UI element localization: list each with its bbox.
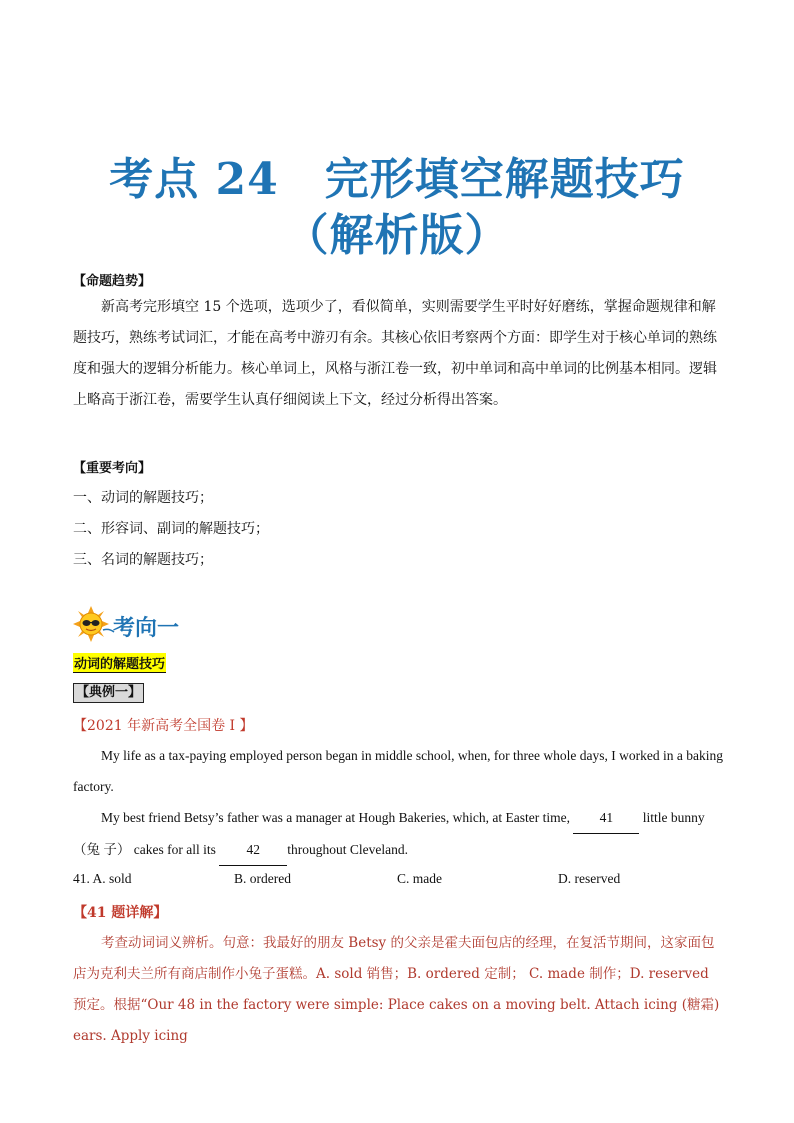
trend-label: 【命题趋势】	[73, 274, 152, 289]
title-topic-number: 考点 24	[109, 154, 279, 205]
page-title-line2: （解析版）	[284, 210, 510, 261]
passage-paragraph-1	[73, 740, 723, 802]
option-a: 41. A. sold	[73, 871, 132, 886]
section-title: 考向一	[113, 616, 180, 641]
key-item-noun: 三、名词的解题技巧；	[73, 552, 213, 568]
passage-text-2a: My best friend Betsy’s father was a manager at Hough Bakeries, which, at Easter time,	[101, 810, 570, 825]
example-label: 【典例一】	[73, 683, 144, 703]
sun-sunglasses-icon	[73, 606, 115, 642]
option-d: D. reserved	[558, 871, 621, 886]
title-topic-name: 完形填空解题技巧	[324, 154, 685, 205]
blank-42: 42	[219, 834, 287, 866]
trend-text: 新高考完形填空 15 个选项，选项少了，看似简单，实则需要学生平时好好磨练，掌握命题规律和解题技巧，熟练考试词汇，才能在高考中游刃有余。其核心依旧考察两个方面：即学生对于核心单词的熟练度和强大的逻辑分析能力。核心单词上，风格与浙江卷一致，初中单词和高中单词的比例基本相同。逻辑上略高于浙江卷，需要学生认真仔细阅读上下文，经过分析得出答案。	[73, 299, 717, 408]
blank-41: 41	[573, 802, 639, 834]
key-item-verb: 一、动词的解题技巧；	[73, 490, 213, 506]
passage-paragraph-2	[73, 802, 723, 866]
passage-text-2b: little bunny （兔 子） cakes for all its	[73, 810, 705, 857]
section-highlight: 动词的解题技巧	[73, 653, 166, 673]
detail-paragraph	[73, 928, 725, 1052]
passage-text-1: My life as a tax-paying employed person began in middle school, when, for three whole days, I worked in a baking factory.	[73, 748, 723, 794]
question-source: 【2021 年新高考全国卷 I 】	[73, 718, 254, 734]
detail-text: 考查动词词义辨析。句意：我最好的朋友 Betsy 的父亲是霍夫面包店的经理，在复活节期间，这家面包店为克利夫兰所有商店制作小兔子蛋糕。A. sold 销售；B. ordered 定制； C. made 制作；D. reserved 预定。根据“Our 48 in the factory were simple: Place cakes on a moving belt. Attach icing (糖霜) ears. Apply icing	[73, 935, 720, 1044]
detail-heading: 【41 题详解】	[73, 905, 168, 921]
option-c: C. made	[397, 871, 442, 886]
passage-text-2c: throughout Cleveland.	[287, 842, 408, 857]
trend-paragraph	[73, 292, 723, 416]
page-title-line1	[0, 143, 794, 207]
key-item-adjective: 二、形容词、副词的解题技巧；	[73, 521, 269, 537]
key-label: 【重要考向】	[73, 461, 152, 476]
option-b: B. ordered	[234, 871, 291, 886]
